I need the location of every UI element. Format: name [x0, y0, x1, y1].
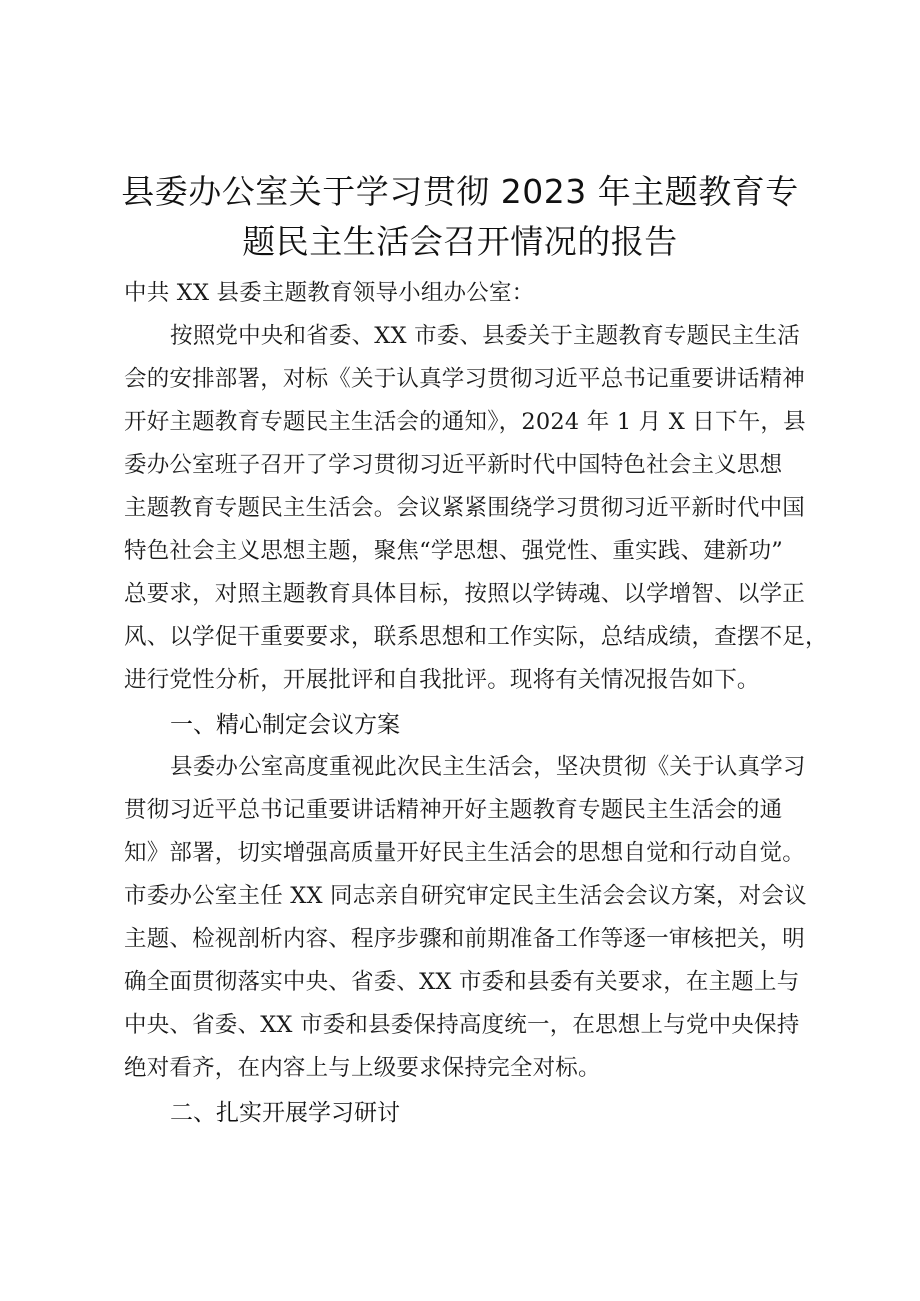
paragraph-1-line-6: 特色社会主义思想主题，聚焦“学思想、强党性、重实践、建新功” — [124, 538, 784, 564]
paragraph-2-line-6: 确全面贯彻落实中央、省委、XX 市委和县委有关要求，在主题上与 — [124, 969, 800, 995]
paragraph-1-line-4: 委办公室班子召开了学习贯彻习近平新时代中国特色社会主义思想 — [124, 452, 783, 478]
document-title-line-2: 题民主生活会召开情况的报告 — [242, 222, 678, 261]
paragraph-2-line-2: 贯彻习近平总书记重要讲话精神开好主题教育专题民主生活会的通 — [124, 797, 783, 823]
paragraph-2-line-1: 县委办公室高度重视此次民主生活会，坚决贯彻《关于认真学习 — [170, 754, 806, 780]
paragraph-1-line-1: 按照党中央和省委、XX 市委、县委关于主题教育专题民主生活 — [170, 323, 800, 349]
section-heading-1: 一、精心制定会议方案 — [170, 712, 400, 738]
paragraph-2-line-5: 主题、检视剖析内容、程序步骤和前期准备工作等逐一审核把关，明 — [124, 926, 806, 952]
paragraph-1-line-9: 进行党性分析，开展批评和自我批评。现将有关情况报告如下。 — [124, 667, 760, 693]
paragraph-1-line-5: 主题教育专题民主生活会。会议紧紧围绕学习贯彻习近平新时代中国 — [124, 495, 806, 521]
paragraph-2-line-8: 绝对看齐，在内容上与上级要求保持完全对标。 — [124, 1055, 601, 1081]
salutation: 中共 XX 县委主题教育领导小组办公室： — [124, 280, 535, 306]
paragraph-1-line-8: 风、以学促干重要要求，联系思想和工作实际，总结成绩，查摆不足， — [124, 624, 828, 650]
section-heading-2: 二、扎实开展学习研讨 — [170, 1100, 400, 1126]
paragraph-1-line-3: 开好主题教育专题民主生活会的通知》，2024 年 1 月 X 日下午，县 — [124, 409, 806, 435]
paragraph-2-line-3: 知》部署，切实增强高质量开好民主生活会的思想自觉和行动自觉。 — [124, 840, 806, 866]
document-title-line-1: 县委办公室关于学习贯彻 2023 年主题教育专 — [121, 172, 799, 211]
paragraph-1-line-2: 会的安排部署，对标《关于认真学习贯彻习近平总书记重要讲话精神 — [124, 366, 806, 392]
paragraph-2-line-4: 市委办公室主任 XX 同志亲自研究审定民主生活会会议方案，对会议 — [124, 883, 807, 909]
paragraph-2-line-7: 中央、省委、XX 市委和县委保持高度统一，在思想上与党中央保持 — [124, 1012, 800, 1038]
paragraph-1-line-7: 总要求，对照主题教育具体目标，按照以学铸魂、以学增智、以学正 — [124, 581, 806, 607]
